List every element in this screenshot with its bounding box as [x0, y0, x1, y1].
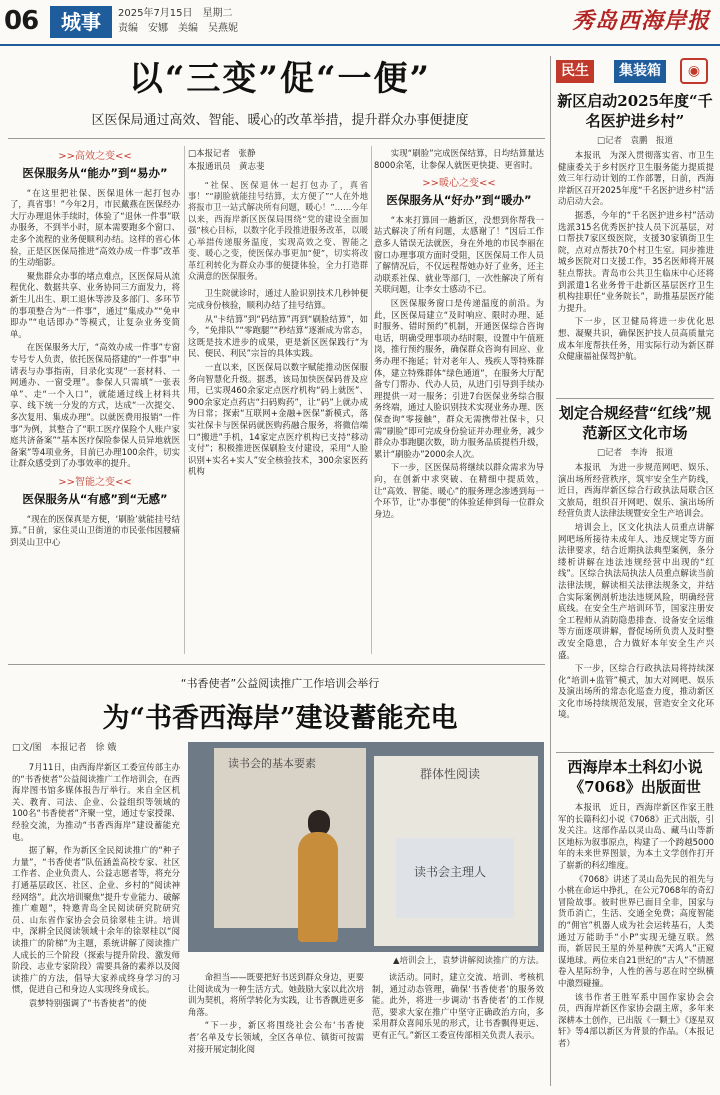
paragraph: 据了解，作为新区全民阅读推广的“种子力量”，“书香使者”队伍涵盖高校专家、社区工作者、企业负责人、公益志愿者等，将充分打通基层政区、社区、企业、乡村的“阅读神经网络”。此次培训聚焦“提升专业能力、破解推广难题”，特邀青岛全民阅读研究院研究员、山东省作家协会会员徐翠桂主讲。培训中，深耕全民阅读领域十余年的徐翠桂以“阅读推广的阶梯”为主题，系统讲解了阅读推广人成长的三个阶段（探索与提升阶段、激发师阶段、志业专家阶段）需要具备的素养以及阅读推广的方法，倡导大家养成终身学习的习惯，促进自己和身边人实现终身成长。 — [12, 845, 180, 995]
banner-tag: 集装箱 — [614, 60, 666, 83]
paragraph: “本来打算回一趟新区，没想到你帮我一站式解决了所有问题，太感谢了！”因后工作意多人错误无法就医，身在外地的市民李丽在窗口办理事项方面时受阻，区医保局工作人员了解情况后，不仅远程帮她办好了业务，还主动联系社保、就业等部门，一次性解决了所有关联问题，让李女士感动不已。 — [374, 214, 544, 295]
lower-kicker: “书香使者”公益阅读推广工作培训会举行 — [180, 677, 380, 690]
eye-icon: ◉ — [680, 58, 708, 84]
divider — [8, 664, 545, 665]
editor-credits: 责编 安娜 美编 吴燕妮 — [118, 23, 238, 34]
section-kicker: >>暖心之变<< — [422, 178, 496, 190]
section-heading: 医保服务从“能办”到“易办” — [22, 165, 168, 180]
header-rule — [0, 44, 720, 46]
main-column-1 — [10, 148, 180, 550]
photo-text: 读书会主理人 — [414, 865, 487, 879]
paragraph: 《7068》讲述了灵山岛先民的祖先与小桃在命运中挣扎，在公元7068年的奇幻冒险故事。彼时世界已面目全非，国家与货币消亡，生活、交通全免费；高度智能的“佣官”机器人成为社会运转基石，人类通过万能助手“小P”实现无缝互联。然而，新居民王星的外星种族“天鸿人”正窥谋地球。两位来自21世纪的“古人”不情愿卷入星际纷争，人性的善与恶在时空纵横中激烈碰撞。 — [558, 873, 714, 988]
section-kicker: >>智能之变<< — [58, 476, 132, 488]
page-header — [0, 0, 720, 44]
byline: □本报记者 张静 本报通讯员 黄志斐 — [188, 149, 265, 172]
brief-body — [558, 462, 714, 723]
paragraph: “现在的医保真是方便，‘刷脸’就能挂号结算。”日前，家住灵山卫街道的市民张伟因腰痛到灵山卫中心 — [10, 513, 180, 547]
brief-headline: 新区启动2025年度“千名医护进乡村” — [557, 92, 713, 130]
lower-column-3 — [372, 972, 544, 1044]
main-subheadline: 区医保局通过高效、智能、暖心的改革举措，提升群众办事便捷度 — [91, 113, 469, 128]
paragraph: 卫生院就诊时，通过人脸识别技术几秒钟便完成身份核验，顺利办结了挂号结算。 — [188, 288, 368, 311]
column-divider — [550, 56, 551, 1086]
column-banner — [556, 58, 714, 86]
paragraph: “在这里把社保、医保退休一起打包办了，真省事！”今年2月，市民戴燕在医保经办大厅办理退休手续时，体验了“退休一件事”联办服务，不到半小时，原本需要跑多个窗口、走多个流程的业务便顺利办结。这样的省心体验，正是区医保局推进“高效办成一件事”改革的生动缩影。 — [10, 187, 180, 268]
photo-text: 群体性阅读 — [420, 767, 481, 781]
paragraph: 该书作者王胜军系中国作家协会会员，西海岸新区作家协会副主席，多年来深耕本土创作，已出版《一颗土》《逐星双轩》等4部以新区为背景的作品。（本报记者） — [558, 991, 714, 1048]
section-heading: 医保服务从“有感”到“无感” — [22, 491, 168, 506]
photo-screen-left — [214, 748, 366, 928]
main-column-2 — [188, 148, 368, 480]
section-label: 城事 — [50, 6, 112, 38]
paragraph: 从“卡结算”到“码结算”再到“刷脸结算”，如今，“免排队”“零跑腿”“秒结算”逐渐成为常态，这既是技术进步的成果，更是新区医保践行“为民、便民、利民”宗旨的具体实践。 — [188, 313, 368, 359]
paragraph: 下一步，区综合行政执法局将持续深化“培训+监管”模式，加大对网吧、娱乐及演出场所的常态化巡查力度，推动新区文化市场持续规范发展，营造安全文化环境。 — [558, 663, 714, 720]
divider — [556, 398, 714, 399]
main-headline: 以“三变”促“一便” — [128, 59, 432, 99]
paragraph: 本报讯 为深入贯彻落实省、市卫生健康委关于乡村医疗卫生服务能力提质提效三年行动计划的工作部署，日前，西海岸新区召开2025年度“千名医护进乡村”活动启动大会。 — [558, 150, 714, 207]
brief-body — [558, 802, 714, 1051]
issue-date: 2025年7月15日 星期二 — [118, 8, 233, 19]
photo-caption: ▲培训会上，袁梦讲解阅读推广的方法。 — [392, 956, 544, 966]
newspaper-logo: 秀岛西海岸报 — [571, 8, 710, 34]
paragraph: 一直以来，区医保局以数字赋能推动医保服务向智慧化升级。据悉，该局加快医保码普及应用，已实现460余家定点医疗机构“码上就医”、900余家定点药店“扫码购药”，让“码”上就办成为日常；探索“互联网+金融+医保”新模式，落实社保卡与医保码就医购药融合服务，将微信端口“搬进”手机，14家定点医疗机构已支持“移动支付”；积极推进医保刷脸支付建设，采用“人脸识别+实名+实人”安全核验技术，300余家医药机构 — [188, 362, 368, 477]
lower-headline: 为“书香西海岸”建设蓄能充电 — [102, 703, 458, 734]
page-number: 06 — [4, 6, 39, 36]
lead-quote: “社保、医保退休一起打包办了，真省事！”“刷脸就能挂号结算，太方便了”“人在外地将报市卫一站式解决所有问题，暖心！”……今年以来，西海岸新区医保局围绕“党的建设全面加强”核心目标，以数字化手段推进服务改革，以暖心举措传递服务温度，实现高效之变、智能之变、暖心之变，使医保办事更加“便”，切实将改革红利转化为群众办事的便捷体验，全力打造群众满意的医保服务。 — [188, 179, 368, 281]
section-kicker: >>高效之变<< — [58, 151, 132, 162]
photo-text: 读书会的基本要素 — [228, 757, 316, 770]
paragraph: 袁梦特别强调了“书香使者”的使 — [28, 997, 147, 1008]
paragraph: 培训会上，区文化执法人员重点讲解网吧场所接待未成年人、违反规定等方面法律要求，结合近期执法典型案例，条分缕析讲解在违法违规经营中出现的“红线”。区综合执法局执法人员重点解读当前法律法规，解读相关法律法规条文，并结合实际案例剖析违法违规风险，明确经营底线。在安全生产培训环节，国家注册安全工程师从消防隐患排查、设备安全运维等方面逐项讲解，督促场所负责人及时整改安全隐患，合力做好本年安全生产兴盛。 — [558, 521, 714, 660]
training-photo — [188, 742, 544, 952]
paragraph: 本报讯 为进一步规范网吧、娱乐、演出场所经营秩序，筑牢安全生产防线，近日，西海岸新区综合行政执法局联合区文旅局，组织召开网吧、娱乐、演出场所经营负责人法律法规暨安全生产培训会。 — [558, 462, 714, 519]
brief-body — [558, 150, 714, 365]
paragraph: 在医保服务大厅，“高效办成一件事”专窗专号专人负责，依托医保局搭建的“一件事”申请表与办事指南，目录化实现“一套材料、一网通办、一窗受理”。参保人只需填“一张表单”、走“一个入口”，就能通过线上材料共享、线下统一分发的方式，达成“一次提交、多次复用、集成办理”。以就医费用报销“一件事”为例，其整合了“职工医疗保险个人账户家庭共济备案”“基本医疗保险参保人员异地就医备案”等4项业务，目前已办理100余件，切实让群众感受到了办事效率的提升。 — [10, 342, 180, 469]
paragraph: 据悉，今年的“千名医护进乡村”活动选派315名优秀医护技人员下沉基层，对口帮扶7家区级医院，支援30家镇街卫生院，点对点帮扶70个村卫生室。同步推进城乡医院对口支援工作，35名医师将开展驻点帮扶。青岛市公共卫生临床中心还将到派遣1名业务骨干赴新区基层医疗卫生机构挂职任“业务院长”，助推基层医疗能力提升。 — [558, 209, 714, 313]
lower-column-2 — [188, 972, 364, 1057]
column-divider — [184, 146, 185, 654]
brief-headline: 西海岸本土科幻小说《7068》出版面世 — [567, 758, 703, 796]
lower-column-1 — [12, 762, 180, 1011]
paragraph: 本报讯 近日，西海岸新区作家王胜军的长篇科幻小说《7068》正式出版，引发关注。这部作品以灵山岛、藏马山等新区地标为叙事原点，构建了一个跨越5000年的未来世界图景，为本土文学创作打开了崭新的科幻维度。 — [558, 802, 714, 870]
paragraph: 聚焦群众办事的堵点难点，区医保局从流程优化、数据共享、业务协同三方面发力，将新生儿出生、职工退休等涉及多部门、多环节的事项整合为“一件事”，通过“集成办”“免申即办”“电话即办”等模式，让复杂业务变简单。 — [10, 270, 180, 339]
divider — [556, 752, 714, 753]
byline: □文/图 本报记者 徐 娥 — [12, 743, 117, 753]
paragraph: “下一步，新区将围绕社会公布‘书香使者’名单及专长领域，全区各单位、镇街可按需对接开展定制化阅 — [188, 1020, 364, 1054]
paragraph: 读活动。同时，建立交流、培训、考核机制，通过动态管理，确保‘书香使者’的服务效能。此外，将进一步调动‘书香使者’的工作规范，要求大家在推广中坚守正确政治方向，多采用群众喜闻乐见的形式，让书香飘得更远、更有正气。”新区工委宣传部相关负责人表示。 — [372, 972, 544, 1040]
speaker-figure — [298, 832, 338, 942]
banner-tag: 民生 — [556, 60, 594, 83]
paragraph: 实现“刷脸”完成医保结算，日均结算量达8000余笔，让参保人就医更快捷、更省时。 — [374, 148, 544, 170]
byline: □记者 袁鹏 报道 — [596, 136, 674, 146]
main-column-3 — [374, 148, 544, 522]
paragraph: 区医保服务窗口是传递温度的前沿。为此，区医保局建立“及时响应、限时办理、延时服务、错时预约”机制，开通医保综合咨询电话，明确受理事项办结时限，设置中午值班岗，推行预约服务，确保群众咨询有回应、业务办理不拖延；针对老年人、残疾人等特殊群体，建立特殊群体“绿色通道”，在服务大厅配备专门帮办、代办人员，从进门引导到手续办理提供一对一服务；引进7台医保业务综合服务终端，通过人脸识别技术实现业务办理、医保查询“零接触”，群众无需携带社保卡，只需“刷脸”即可完成身份验证并办理业务，减少群众办事跑腿次数，助力服务品质提档升级，累计“刷脸办”2000余人次。 — [374, 298, 544, 459]
paragraph: 下一步，区医保局将继续以群众需求为导向，在创新中求突破、在精细中提质效，让“高效、智能、暖心”的服务理念渗透到每一个环节，让“办事便”的体验延伸到每一位群众身边。 — [374, 462, 544, 519]
byline: □记者 李涛 报道 — [596, 448, 674, 458]
paragraph: 下一步，区卫健局将进一步优化思想、凝聚共识，确保医护技人员高质量完成本年度帮扶任务，用实际行动为新区群众健康福祉保驾护航。 — [558, 316, 714, 362]
section-heading: 医保服务从“好办”到“暖办” — [386, 192, 532, 207]
column-divider — [371, 146, 372, 654]
brief-headline: 划定合规经营“红线”规范新区文化市场 — [558, 404, 712, 442]
paragraph: 命担当——既要把好书送到群众身边，更要让阅读成为一种生活方式。她鼓励大家以此次培训为契机，将所学转化为实践，让书香飘进更多角落。 — [188, 972, 364, 1017]
paragraph: 7月11日，由西海岸新区工委宣传部主办的“书香使者”公益阅读推广工作培训会，在西海岸图书馆多媒体报告厅举行。来自全区机关、教育、司法、企业、公益组织等领域的100名“书香使者”齐聚一堂，通过专家授课、经验交流，为推动“书香西海岸”建设蓄能充电。 — [12, 762, 180, 842]
divider — [8, 138, 545, 139]
